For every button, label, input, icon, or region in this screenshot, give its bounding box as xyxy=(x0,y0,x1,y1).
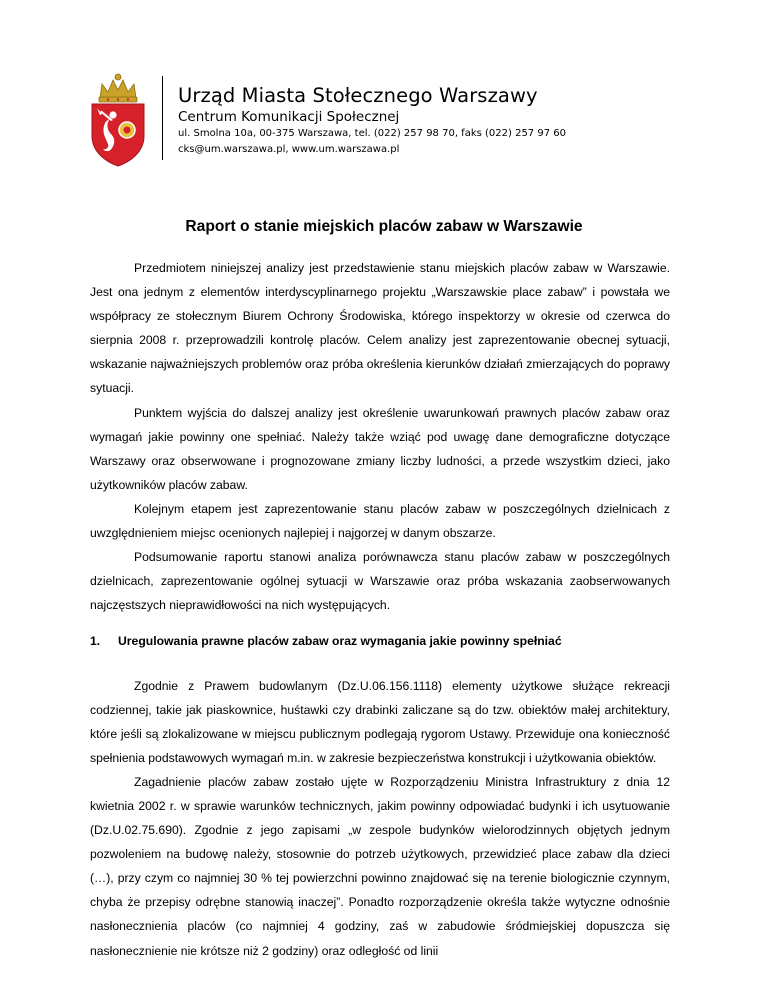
section-heading xyxy=(90,629,670,653)
paragraph: Przedmiotem niniejszej analizy jest przedstawienie stanu miejskich placów zabaw w Warszawie. Jest ona jednym z elementów interdyscyplinarnego projektu „Warszawskie place zabaw” i powstała we współpracy ze stołecznym Biurem Ochrony Środowiska, którego inspektorzy w okresie od czerwca do sierpnia 2008 r. przeprowadzili kontrolę placów. Celem analizy jest zaprezentowanie obecnej sytuacji, wskazanie najważniejszych problemów oraz próba określenia kierunków działań zmierzających do poprawy sytuacji. xyxy=(90,261,670,396)
address-line: ul. Smolna 10a, 00-375 Warszawa, tel. (022) 257 98 70, faks (022) 257 97 60 xyxy=(178,128,566,139)
header-divider xyxy=(162,76,163,160)
department-name: Centrum Komunikacji Społecznej xyxy=(178,109,400,125)
document-body xyxy=(90,256,670,963)
letterhead xyxy=(178,84,566,158)
paragraph: Kolejnym etapem jest zaprezentowanie stanu placów zabaw w poszczególnych dzielnicach z uwzględnieniem miejsc ocenionych najlepiej i najgorzej w danym obszarze. xyxy=(90,501,670,541)
warsaw-coat-of-arms-icon xyxy=(86,70,150,168)
document-title: Raport o stanie miejskich placów zabaw w Warszawie xyxy=(185,218,583,235)
paragraph: Zgodnie z Prawem budowlanym (Dz.U.06.156.1118) elementy użytkowe służące rekreacji codziennej, takie jak piaskownice, huśtawki czy drabinki zaliczane są do tzw. obiektów małej architektury, które jeśli są zlokalizowane w miejscu publicznym podlegają rygorom Ustawy. Przewiduje ona konieczność spełnienia podstawowych wymagań m.in. w zakresie bezpieczeństwa konstrukcji i użytkowania obiektów. xyxy=(90,678,670,765)
paragraph: Zagadnienie placów zabaw zostało ujęte w Rozporządzeniu Ministra Infrastruktury z dnia 12 kwietnia 2002 r. w sprawie warunków technicznych, jakim powinny odpowiadać budynki i ich usytuowanie (Dz.U.02.75.690). Zgodnie z jego zapisami „w zespole budynków wielorodzinnych objętych jednym pozwoleniem na budowę należy, stosownie do potrzeb użytkowych, przewidzieć place zabaw dla dzieci (…), przy czym co najmniej 30 % tej powierzchni powinno znajdować się na terenie biologicznie czynnym, chyba że przepisy odrębne stanowią inaczej”. Ponadto rozporządzenie określa także wytyczne odnośnie nasłonecznienia placów (co najmniej 4 godziny, zaś w zabudowie śródmiejskiej dopuszcza się nasłonecznienie nie krótsze niż 2 godziny) oraz odległość od linii xyxy=(90,774,670,958)
contact-line: cks@um.warszawa.pl, www.um.warszawa.pl xyxy=(178,144,400,155)
section-number: 1. xyxy=(90,634,101,649)
org-name: Urząd Miasta Stołecznego Warszawy xyxy=(178,84,538,107)
paragraph: Podsumowanie raportu stanowi analiza porównawcza stanu placów zabaw w poszczególnych dzielnicach, zaprezentowanie ogólnej sytuacji w Warszawie oraz próba wskazania zaobserwowanych najczęstszych nieprawidłowości na nich występujących. xyxy=(90,550,670,613)
section-heading-text: Uregulowania prawne placów zabaw oraz wymagania jakie powinny spełniać xyxy=(118,634,562,649)
paragraph: Punktem wyjścia do dalszej analizy jest określenie uwarunkowań prawnych placów zabaw oraz wymagań jakie powinny one spełniać. Należy także wziąć pod uwagę dane demograficzne dotyczące Warszawy oraz obserwowane i prognozowane zmiany liczby ludności, a przede wszystkim dzieci, jako użytkowników placów zabaw. xyxy=(90,405,670,492)
